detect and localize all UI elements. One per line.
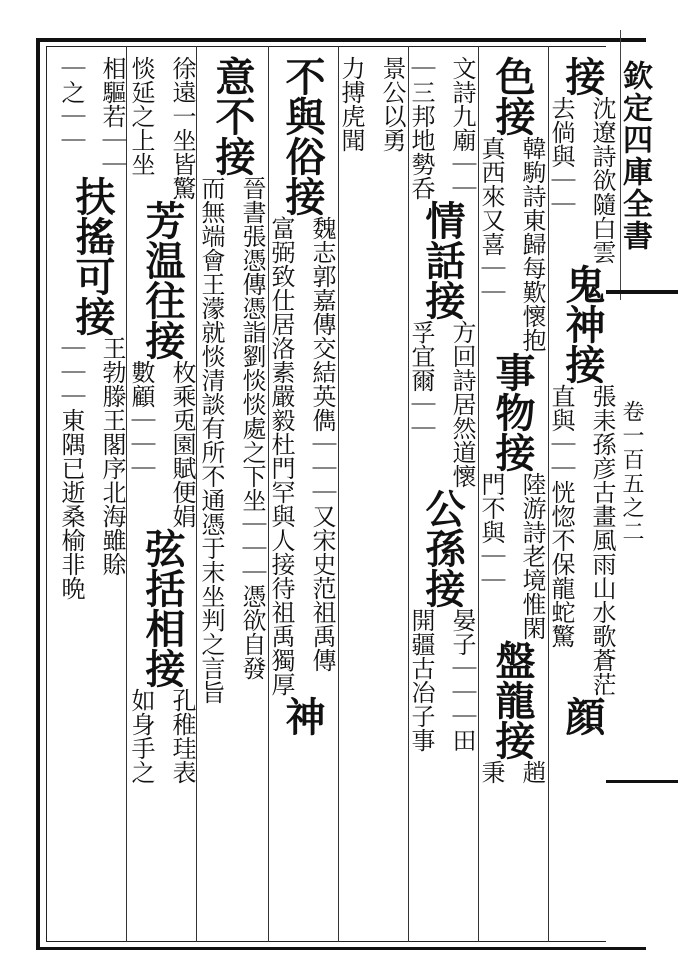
annotation-left: 開疆古冶子事 xyxy=(407,608,435,752)
annotation-left: 力搏虎聞 xyxy=(337,56,365,152)
text-column xyxy=(57,56,126,600)
text-column xyxy=(547,56,616,736)
annotation-right: 徐遠一坐皆驚 xyxy=(168,56,196,200)
annotation-pair xyxy=(124,56,200,200)
main-entry-text: 事物接 xyxy=(489,352,536,472)
annotation-pair xyxy=(404,608,480,752)
annotation-right: 枚乘兎園賦便娟 xyxy=(168,360,196,528)
annotation-pair xyxy=(124,688,200,784)
annotation-right: 文詩九廟｜｜ xyxy=(448,56,476,200)
fish-tail-bottom xyxy=(606,780,678,783)
annotation-right: 張耒孫彦古畫風雨山水歌蒼茫 xyxy=(588,384,616,696)
main-entry-text: 不與俗接 xyxy=(279,56,326,216)
annotation-pair xyxy=(194,176,270,704)
main-entry-text: 弦括相接 xyxy=(139,528,186,688)
annotation-left: 數顧｜｜｜ xyxy=(127,360,155,480)
annotation-right: 晏子｜｜｜田 xyxy=(448,608,476,752)
text-column xyxy=(127,56,196,784)
annotation-right: 景公以勇 xyxy=(378,56,406,152)
annotation-pair xyxy=(404,320,480,488)
annotation-left: 門不與｜｜ xyxy=(477,472,505,592)
annotation-left: 去倘與｜｜ xyxy=(547,96,575,216)
text-column xyxy=(477,56,546,784)
annotation-pair xyxy=(334,56,410,152)
annotation-pair xyxy=(264,216,340,696)
annotation-right: 趙 xyxy=(518,760,546,784)
annotation-pair xyxy=(544,384,620,696)
main-entry-text: 芳温往接 xyxy=(139,200,186,360)
volume-label: 卷一百五之二 xyxy=(619,400,644,544)
book-title: 欽定四庫全書 xyxy=(617,60,652,252)
main-entry-text: 鬼神接 xyxy=(559,264,606,384)
annotation-left: 而無端會王濛就惔清談有所不通憑于末坐判之言旨 xyxy=(197,176,225,704)
annotation-left: 如身手之 xyxy=(127,688,155,784)
main-entry-text: 神 xyxy=(279,696,326,736)
main-entry-text: 公孫接 xyxy=(419,488,466,608)
main-entry-text: 顔 xyxy=(559,696,606,736)
annotation-left: ｜三邦地勢呑 xyxy=(407,56,435,200)
text-column xyxy=(337,56,406,152)
annotation-right: 沈遼詩欲隨白雲 xyxy=(588,96,616,264)
annotation-pair xyxy=(474,472,550,640)
text-column xyxy=(267,56,336,736)
annotation-pair xyxy=(474,760,550,784)
annotation-left: 富弼致仕居洛素嚴毅杜門罕與人接待祖禹獨厚 xyxy=(267,216,295,696)
annotation-right: 韓駒詩東歸每歎懷抱 xyxy=(518,136,546,352)
fish-tail-top xyxy=(606,290,678,294)
annotation-right: 孔稚珪表 xyxy=(168,688,196,784)
annotation-pair xyxy=(544,96,620,264)
annotation-right: 陸游詩老境惟閑 xyxy=(518,472,546,640)
annotation-left: 惔延之上坐 xyxy=(127,56,155,176)
annotation-right: 相驅若｜｜ xyxy=(98,56,126,176)
main-entry-text: 情話接 xyxy=(419,200,466,320)
annotation-left: 秉 xyxy=(477,760,505,784)
annotation-left: 孚宜爾｜｜ xyxy=(407,320,435,440)
annotation-pair xyxy=(474,136,550,352)
annotation-pair xyxy=(124,360,200,528)
main-entry-text: 意不接 xyxy=(209,56,256,176)
annotation-right: 方回詩居然道懷 xyxy=(448,320,476,488)
annotation-pair xyxy=(54,56,130,176)
main-entry-text: 接 xyxy=(559,56,606,96)
annotation-pair xyxy=(54,336,130,600)
text-column xyxy=(407,56,476,752)
annotation-pair xyxy=(404,56,480,200)
text-column xyxy=(197,56,266,704)
annotation-right: 晉書張憑傳憑詣劉惔惔處之下坐｜｜｜憑欲自發 xyxy=(238,176,266,680)
main-entry-text: 色接 xyxy=(489,56,536,136)
main-entry-text: 扶搖可接 xyxy=(69,176,116,336)
main-entry-text: 盤龍接 xyxy=(489,640,536,760)
annotation-right: 魏志郭嘉傳交結英儁｜｜｜又宋史范祖禹傳 xyxy=(308,216,336,672)
annotation-left: 真西來又喜｜｜ xyxy=(477,136,505,304)
annotation-left: 直與｜｜恍惚不保龍蛇驚 xyxy=(547,384,575,648)
annotation-left: ｜｜｜東隅已逝桑榆非晩 xyxy=(57,336,85,600)
annotation-right: 王勃滕王閣序北海雖賖 xyxy=(98,336,126,576)
annotation-left: ｜之｜｜ xyxy=(57,56,85,152)
